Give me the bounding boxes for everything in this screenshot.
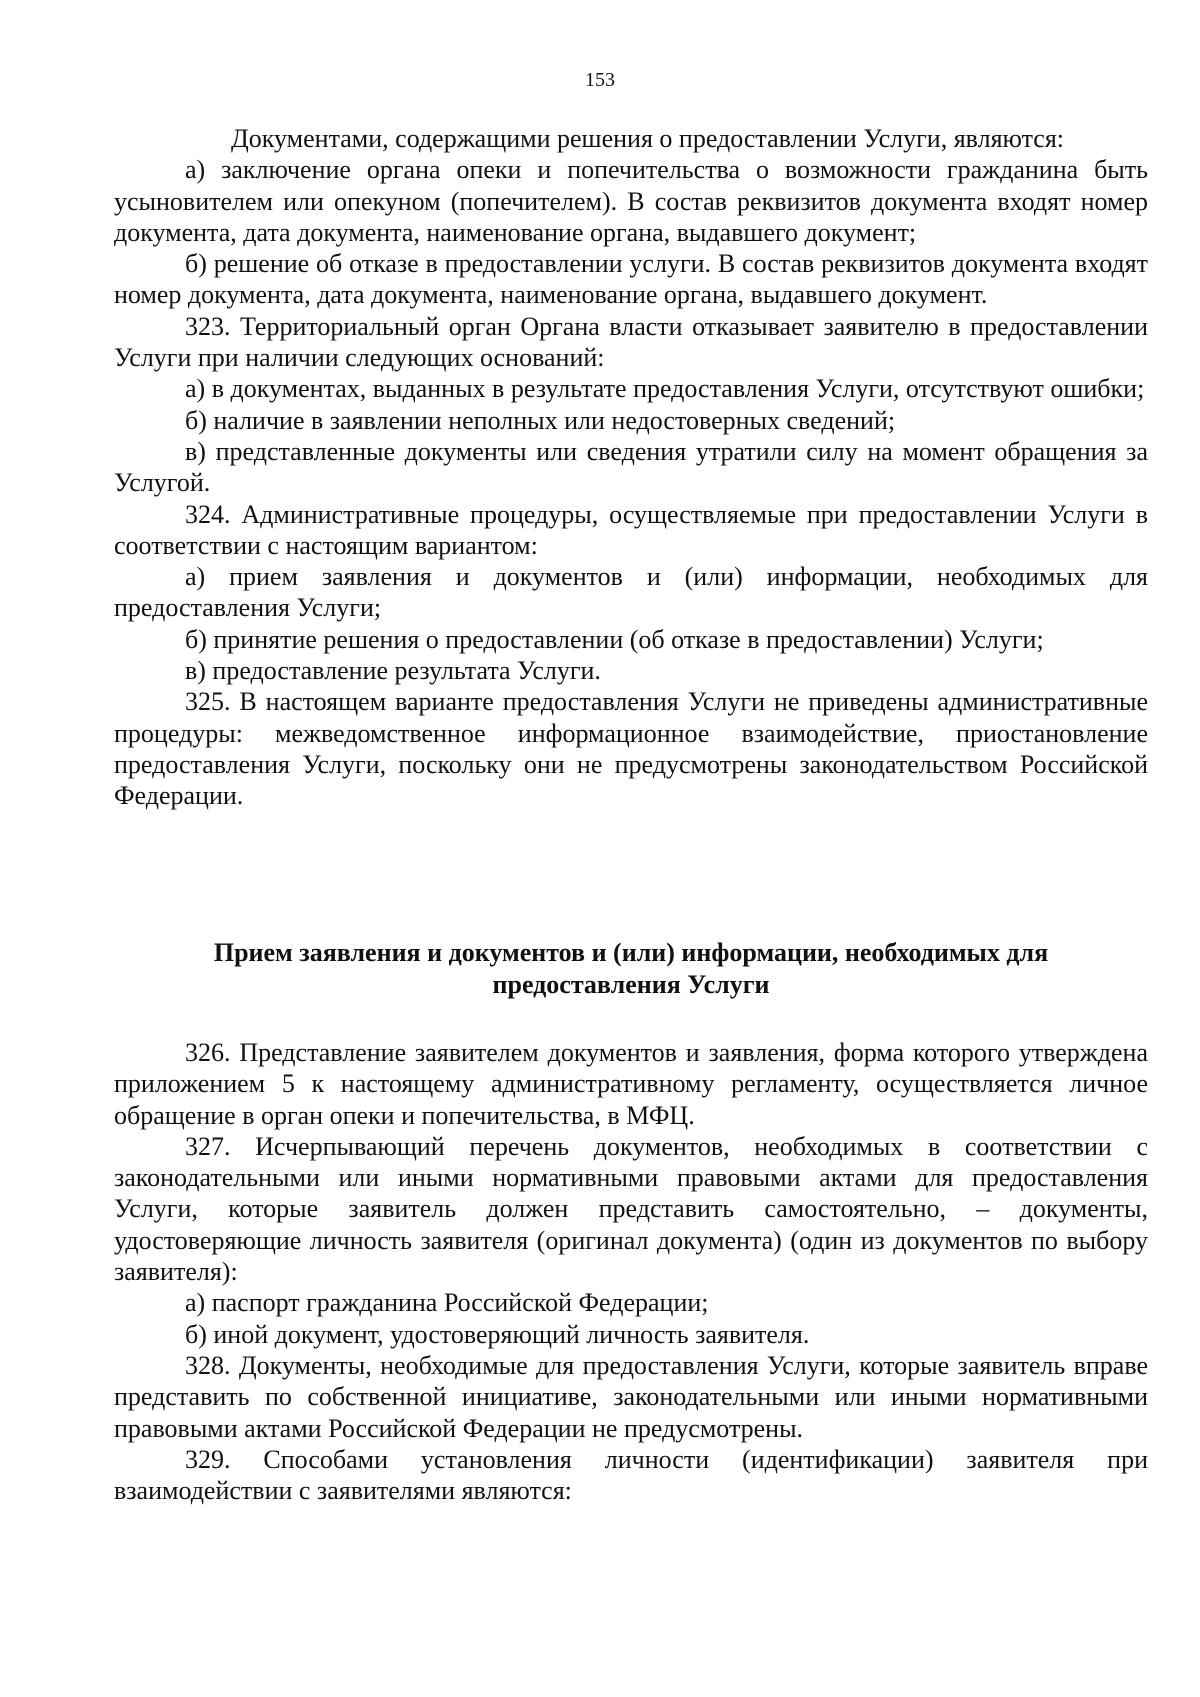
- section-heading: [114, 937, 1148, 1001]
- paragraph: а) паспорт гражданина Российской Федерации;: [185, 1288, 709, 1318]
- section-heading-line-1: Прием заявления и документов и (или) информации, необходимых для: [213, 938, 1049, 967]
- section-heading-line-2: предоставления Услуги: [492, 970, 770, 999]
- paragraph: б) иной документ, удостоверяющий личность заявителя.: [185, 1319, 810, 1349]
- paragraph-328: 328. Документы, необходимые для предоставления Услуги, которые заявитель вправе представить по собственной инициативе, законодательными или иными нормативными правовыми актами Российской Федерации не предусмотрены.: [114, 1350, 1148, 1443]
- paragraph-intro: Документами, содержащими решения о предоставлении Услуги, являются:: [231, 124, 1065, 153]
- paragraph: б) решение об отказе в предоставлении услуги. В состав реквизитов документа входят номер документа, дата документа, наименование органа, выдавшего документ.: [114, 249, 1148, 310]
- paragraph-329: 329. Способами установления личности (идентификации) заявителя при взаимодействии с заявителями являются:: [114, 1444, 1148, 1506]
- paragraph: в) предоставление результата Услуги.: [185, 656, 601, 686]
- paragraph: б) принятие решения о предоставлении (об отказе в предоставлении) Услуги;: [185, 624, 1044, 654]
- page-number: 153: [585, 69, 615, 91]
- paragraph-326: 326. Представление заявителем документов и заявления, форма которого утверждена приложением 5 к настоящему административному регламенту, осуществляется личное обращение в орган опеки и попечительства, в МФЦ.: [114, 1038, 1148, 1130]
- paragraph-327: 327. Исчерпывающий перечень документов, необходимых в соответствии с законодательными или иными нормативными правовыми актами для предоставления Услуги, которые заявитель должен представить самостоятельно, – документы, удостоверяющие личность заявителя (оригинал документа) (один из документов по выбору заявителя):: [114, 1131, 1148, 1287]
- paragraph: а) в документах, выданных в результате предоставления Услуги, отсутствуют ошибки;: [185, 374, 1145, 404]
- paragraph-325: 325. В настоящем варианте предоставления Услуги не приведены административные процедуры: межведомственное информационное взаимодействие, приостановление предоставления Услуги, поскольку они не предусмотрены законодательством Российской Федерации.: [114, 687, 1148, 811]
- paragraph: в) представленные документы или сведения утратили силу на момент обращения за Услугой.: [114, 436, 1148, 498]
- paragraph: а) заключение органа опеки и попечительства о возможности гражданина быть усыновителем или опекуном (попечителем). В состав реквизитов документа входят номер документа, дата документа, наименование органа, выдавшего документ;: [114, 155, 1148, 247]
- paragraph-323: 323. Территориальный орган Органа власти отказывает заявителю в предоставлении Услуги при наличии следующих оснований:: [114, 311, 1148, 373]
- body-text-bottom: [114, 1037, 1148, 1506]
- paragraph-324: 324. Административные процедуры, осуществляемые при предоставлении Услуги в соответствии с настоящим вариантом:: [114, 499, 1148, 560]
- paragraph: а) прием заявления и документов и (или) информации, необходимых для предоставления Услуги;: [114, 562, 1148, 623]
- paragraph: б) наличие в заявлении неполных или недостоверных сведений;: [185, 405, 896, 435]
- body-text-top: [114, 123, 1148, 812]
